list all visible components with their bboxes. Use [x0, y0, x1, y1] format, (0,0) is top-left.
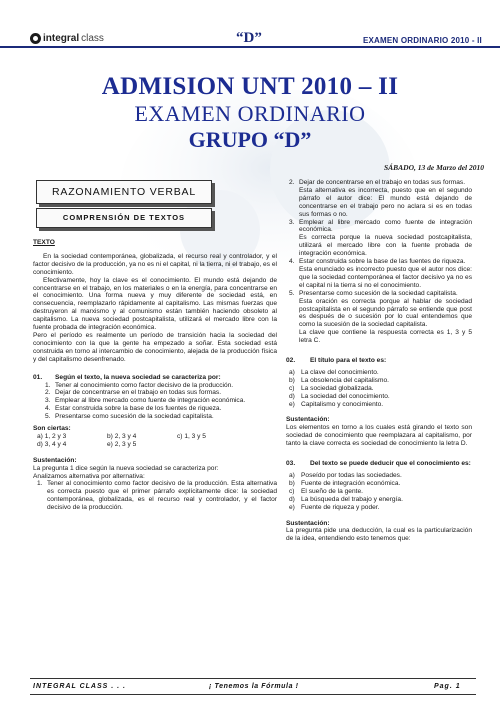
item-text: Tener al conocimiento como factor decisivo de la producción. Esta alternativa es correcta puesto que el primer párrafo explícitamente dice: la sociedad contemporánea, globalizada, es el recurso real y controlador, y el factor decisivo de la producción.	[47, 480, 277, 512]
footer-brand: INTEGRAL CLASS . . .	[33, 683, 126, 690]
item-text: Emplear al libre mercado como fuente de integración económica.	[55, 397, 246, 405]
item-key: 5.	[45, 413, 51, 421]
option-key: b)	[289, 376, 295, 384]
list-item	[286, 290, 472, 330]
exam-date: SÁBADO, 13 de Marzo del 2010	[383, 163, 484, 172]
option-key: e)	[289, 400, 295, 408]
option-item	[286, 401, 472, 409]
item-text: Presentarse como sucesión de la sociedad capitalista.	[55, 413, 214, 421]
logo-text-bold: integral	[43, 33, 80, 44]
option-key: b)	[289, 479, 295, 487]
option-item	[286, 369, 472, 377]
sustentacion-text: La pregunta pide una deducción, la cual es la particularización de la idea, entendiendo esto tenemos que:	[286, 527, 472, 543]
item-text: Tener al conocimiento como factor decisivo de la producción.	[55, 381, 234, 389]
item-explanation: Es correcta porque la nueva sociedad postcapitalista, utilizará el mercado libre con la fuente probada de integración económica.	[299, 234, 472, 258]
option: d) 3, 4 y 4	[37, 440, 67, 448]
sustentacion-text: La pregunta 1 dice según la nueva sociedad se caracteriza por:	[33, 464, 219, 472]
footer-slogan: ¡ Tenemos la Fórmula !	[209, 683, 299, 690]
item-key: 1.	[37, 480, 43, 488]
sustentacion-label: Sustentación:	[33, 456, 77, 464]
footer-page-number: Pag. 1	[434, 683, 461, 690]
option-text: Fuente de integración económica.	[301, 479, 401, 487]
option-text: La clave del conocimiento.	[301, 368, 379, 376]
item-text	[299, 219, 472, 259]
question-number: 01.	[33, 373, 43, 381]
brand-logo	[30, 33, 104, 44]
passage-paragraph: En la sociedad contemporánea, globalizada, el recurso real y controlador, y el factor decisivo de la producción, ya no es ni el capital, ni la tierra, ni el trabajo, es el conocimiento.	[33, 252, 277, 276]
question-03	[286, 460, 472, 468]
footer-rule-bottom	[30, 694, 476, 695]
logo-text-light: class	[81, 33, 104, 44]
item-text	[299, 258, 472, 290]
option: a) 1, 2 y 3	[37, 432, 67, 440]
item-statement: Dejar de concentrarse en el trabajo en todas sus formas.	[299, 179, 466, 186]
list-item	[33, 480, 277, 512]
option-item	[286, 393, 472, 401]
item-statement: Estar construida sobre la base de las fuentes de riqueza.	[299, 258, 466, 266]
item-statement: Emplear al libre mercado como fuente de integración económica.	[299, 218, 472, 234]
section-box-verbal: RAZONAMIENTO VERBAL	[36, 180, 212, 204]
sustentacion-text: Los elementos en torno a los cuales está girando el texto son sociedad de conocimiento que reemplazara al capitalismo, por tanto la clave correcta es sociedad de conocimiento la letra D.	[286, 424, 472, 448]
option-key: e)	[289, 503, 295, 511]
page-subtitle: EXAMEN ORDINARIO	[134, 101, 366, 126]
question-text: Del texto se puede deducir que el conocimiento es:	[310, 460, 471, 468]
list-item	[286, 219, 472, 259]
header-group-label: “D”	[236, 30, 262, 46]
item-explanation: Esta oración es correcta porque al hablar de sociedad postcapitalista en el segundo párrafo se entiende que post es después de o sucesión por lo cual entendemos que como la sucesión de la sociedad capitalista.	[299, 297, 472, 329]
option-text: La sociedad del conocimiento.	[301, 392, 390, 400]
question-01	[33, 374, 277, 382]
option-text: Fuente de riqueza y poder.	[301, 503, 380, 511]
item-key: 2.	[45, 389, 51, 397]
option-item	[286, 488, 472, 496]
list-item	[45, 413, 277, 421]
option-item	[286, 385, 472, 393]
section-box-comprension: COMPRENSIÓN DE TEXTOS	[36, 208, 212, 228]
question-number: 03.	[286, 460, 296, 468]
question-text: El título para el texto es:	[310, 357, 387, 365]
logo-icon	[30, 33, 41, 44]
left-column	[33, 239, 277, 512]
item-statement: Presentarse como sucesión de la sociedad capitalista.	[299, 289, 458, 297]
sustentacion-label: Sustentación:	[286, 416, 330, 424]
option: b) 2, 3 y 4	[107, 432, 137, 440]
sustentacion-text: Analizamos alternativa por alternativa:	[33, 472, 145, 480]
item-text: Estar construida sobre la base de los fuentes de riqueza.	[55, 405, 222, 413]
son-ciertas-label: Son ciertas:	[33, 425, 71, 433]
item-text: Dejar de concentrarse en el trabajo en todas sus formas.	[55, 389, 222, 397]
texto-heading: TEXTO	[33, 239, 55, 246]
list-item	[45, 389, 277, 397]
option-text: La sociedad globalizada.	[301, 384, 374, 392]
option-key: c)	[289, 487, 295, 495]
option-text: Capitalismo y conocimiento.	[301, 400, 384, 408]
question-number: 02.	[286, 357, 296, 365]
question-text: Según el texto, la nueva sociedad se caracteriza por:	[55, 373, 221, 381]
page-title: ADMISION UNT 2010 – II	[101, 73, 399, 100]
list-item	[45, 405, 277, 413]
item-text	[299, 179, 472, 219]
option-item	[286, 480, 472, 488]
item-explanation: Esta enunciado es incorrecto puesto que el autor nos dice: que la sociedad contemporánea el factor decisivo ya no es el capital ni la tierra si no el conocimiento.	[299, 265, 472, 289]
sustentacion-label: Sustentación:	[286, 519, 330, 527]
option-key: a)	[289, 472, 295, 479]
item-explanation: Esta alternativa es incorrecta, puesto que en el segundo párrafo el autor dice: El mundo está dejando de concentrarse en el trabajo pero no aclara si es en todas sus formas o no.	[299, 186, 472, 218]
option-key: d)	[289, 495, 295, 503]
option: c) 1, 3 y 5	[177, 432, 206, 440]
item-key: 4.	[289, 258, 295, 266]
clave-text: La clave que contiene la respuesta correcta es 1, 3 y 5 letra C.	[299, 329, 472, 345]
question-02	[286, 357, 472, 365]
option-item	[286, 496, 472, 504]
option-item	[286, 504, 472, 512]
option-key: c)	[289, 384, 295, 392]
item-key: 2.	[289, 179, 295, 186]
answer-options	[33, 433, 277, 449]
list-item	[286, 258, 472, 290]
option-text: El sueño de la gente.	[301, 487, 363, 495]
item-text	[299, 290, 472, 330]
item-key: 5.	[289, 289, 295, 297]
item-key: 4.	[45, 405, 51, 413]
option-key: d)	[289, 392, 295, 400]
question-01-items	[33, 382, 277, 422]
item-key: 1.	[45, 381, 51, 389]
option-text: Poseído por todas las sociedades.	[301, 472, 402, 479]
list-item	[45, 397, 277, 405]
passage-paragraph: Efectivamente, hoy la clave es el conocimiento. El mundo está dejando de concentrarse en el trabajo, en los materiales o en la energía, para concentrarse en el conocimiento. Una forma nueva y muy diferente de sociedad está, en consecuencia, reemplazarlo rápidamente al capitalismo. Las mismas fuerzas que destruyeron al marxismo y al comunismo están también haciendo obsoleto al capitalismo. La nueva sociedad postcapitalista, utilizará el mercado libre con la fuente probada de integración económica.	[33, 276, 277, 332]
list-item	[45, 382, 277, 390]
option-item	[286, 377, 472, 385]
option-key: a)	[289, 368, 295, 376]
header-exam-title: EXAMEN ORDINARIO 2010 - II	[362, 36, 482, 45]
option-text: La búsqueda del trabajo y energía.	[301, 495, 403, 503]
page-group-title: GRUPO “D”	[188, 127, 312, 152]
option-text: La obsolencia del capitalismo.	[301, 376, 389, 384]
right-column	[286, 179, 472, 543]
passage-paragraph: Pero el período es realmente un período de transición hacia la sociedad del conocimiento con la que la gente ha empezado a soñar. Esta sociedad está construida en torno al intercambio de conocimiento, alejada de la producción física y del capitalismo desenfrenado.	[33, 331, 277, 363]
header-rule	[0, 46, 500, 48]
item-key: 3.	[289, 218, 295, 226]
option: e) 2, 3 y 5	[107, 440, 137, 448]
item-key: 3.	[45, 397, 51, 405]
footer-rule-top	[30, 678, 476, 679]
option-item	[286, 472, 472, 480]
list-item	[286, 179, 472, 219]
